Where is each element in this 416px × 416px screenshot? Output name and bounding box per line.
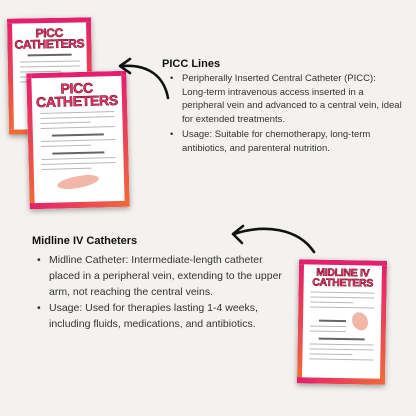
midline-heading: Midline IV Catheters [32,235,138,247]
list-item: • Peripherally Inserted Central Catheter (PICC): Long-term intravenous access inserted in a peripheral vein and advanced to a central vein, ideal for extended treatments. [170,73,402,125]
picc-card-back-title: PICC CATHETERS [14,25,85,53]
midline-bullets [35,252,283,332]
midline-card-title: MIDLINE IV CATHETERS [312,266,374,290]
midline-card [297,259,387,385]
arm-illustration [56,171,100,192]
hand-illustration [352,312,368,330]
list-item: • Usage: Suitable for chemotherapy, long-term antibiotics, and parenteral nutrition. [170,129,371,154]
bullet-icon: • [37,302,41,314]
bullet-icon: • [37,254,41,266]
list-item: • Usage: Used for therapies lasting 1-4 weeks, including fluids, medications, and antibiotics. [37,302,258,330]
bullet-icon: • [170,73,174,84]
picc-card-front-title: PICC CATHETERS [35,79,119,111]
bullet-icon: • [170,129,174,140]
list-item: • Midline Catheter: Intermediate-length catheter placed in a peripheral vein, extending to the upper arm, not reaching the central veins. [37,254,282,298]
picc-heading: PICC Lines [162,58,221,70]
picc-bullets [168,72,402,155]
